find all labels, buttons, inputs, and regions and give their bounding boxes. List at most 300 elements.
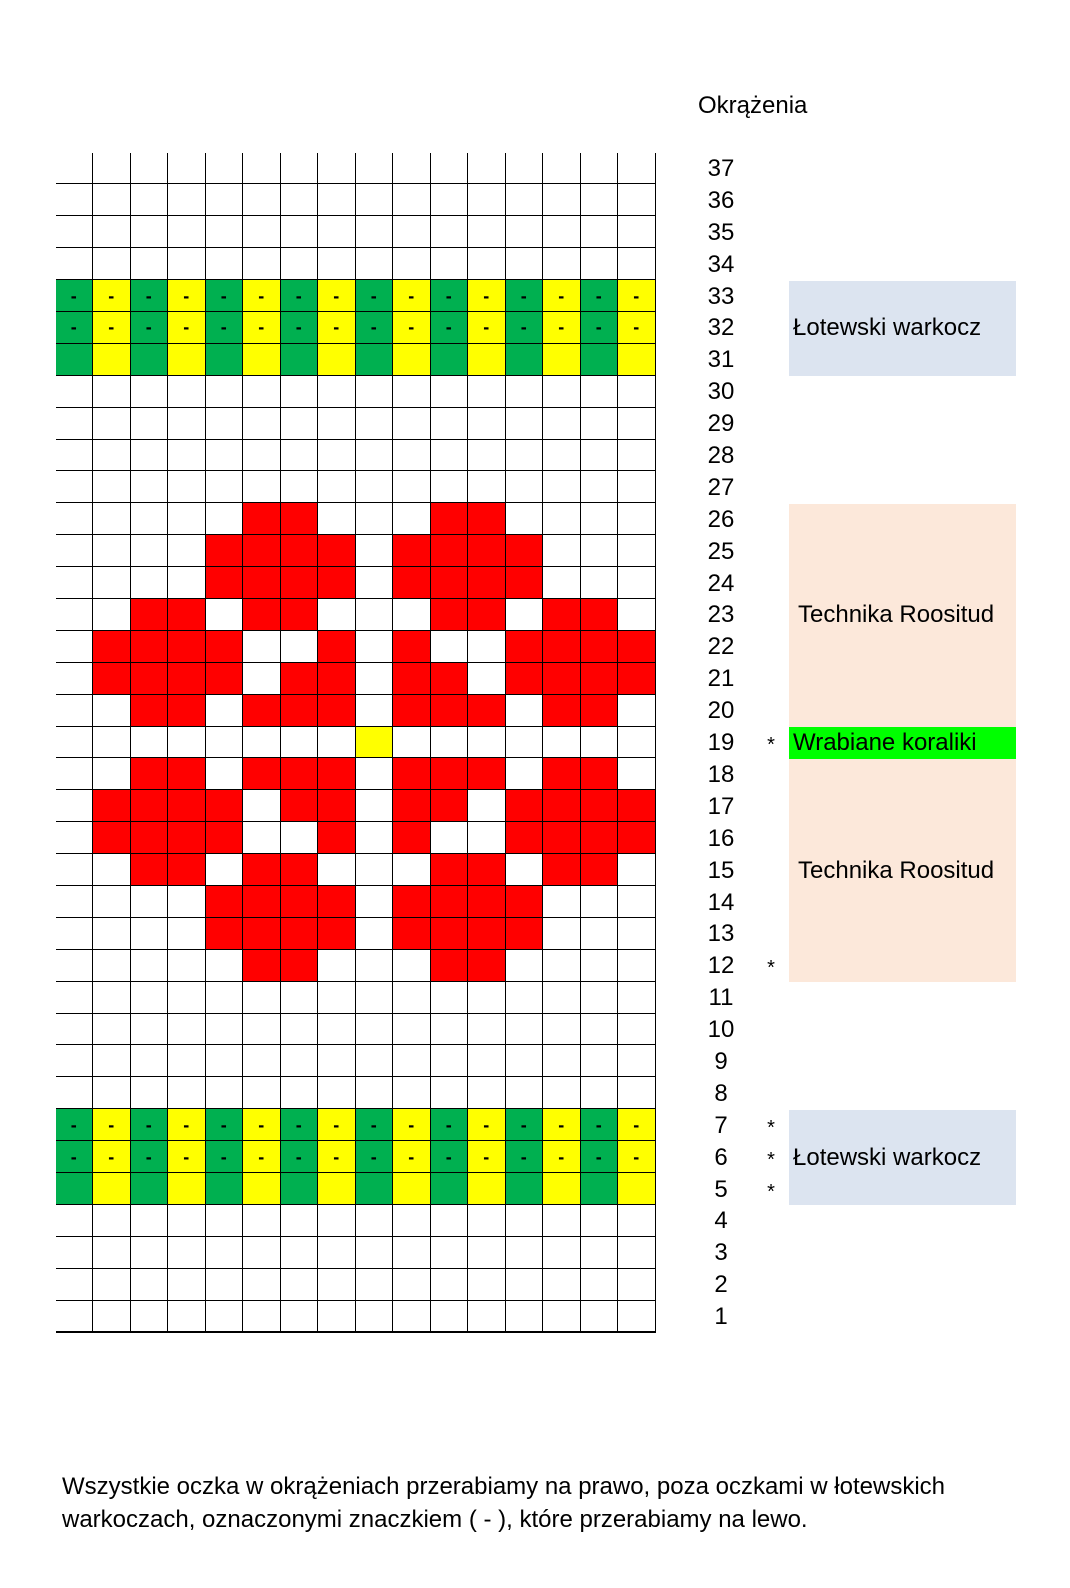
chart-cell	[543, 599, 581, 631]
chart-cell	[356, 1269, 394, 1301]
chart-cell	[393, 567, 431, 599]
chart-cell	[618, 376, 656, 408]
chart-cell	[93, 344, 131, 376]
rounds-header: Okrążenia	[698, 92, 808, 119]
chart-cell	[56, 1109, 94, 1141]
chart-cell	[243, 790, 281, 822]
purl-symbol: -	[183, 285, 190, 306]
chart-cell	[168, 408, 206, 440]
chart-cell	[131, 950, 169, 982]
purl-symbol: -	[258, 317, 265, 338]
chart-cell	[56, 1269, 94, 1301]
chart-cell	[318, 248, 356, 280]
round-number: 24	[707, 569, 735, 597]
purl-symbol: -	[633, 317, 640, 338]
chart-cell	[131, 471, 169, 503]
chart-cell	[243, 440, 281, 472]
chart-cell	[318, 344, 356, 376]
chart-cell	[56, 567, 94, 599]
chart-cell	[56, 1014, 94, 1046]
chart-cell	[543, 535, 581, 567]
purl-symbol: -	[558, 1146, 565, 1167]
purl-symbol: -	[70, 1146, 77, 1167]
chart-cell	[56, 758, 94, 790]
chart-cell	[581, 1173, 619, 1205]
chart-cell	[318, 408, 356, 440]
chart-cell	[168, 1269, 206, 1301]
chart-cell	[281, 758, 319, 790]
chart-cell	[506, 1269, 544, 1301]
chart-cell	[356, 727, 394, 759]
chart-cell	[93, 663, 131, 695]
chart-cell	[243, 1045, 281, 1077]
purl-symbol: -	[295, 317, 302, 338]
chart-cell	[356, 631, 394, 663]
chart-cell	[318, 982, 356, 1014]
chart-cell	[393, 1014, 431, 1046]
chart-cell	[543, 1205, 581, 1237]
chart-cell	[618, 727, 656, 759]
chart-cell	[318, 440, 356, 472]
chart-cell	[56, 1045, 94, 1077]
chart-cell	[93, 727, 131, 759]
chart-cell	[393, 1173, 431, 1205]
chart-cell	[56, 280, 94, 312]
chart-cell	[243, 312, 281, 344]
chart-cell	[618, 599, 656, 631]
chart-cell	[93, 695, 131, 727]
chart-cell	[393, 535, 431, 567]
chart-cell	[318, 822, 356, 854]
round-number: 28	[707, 442, 735, 470]
purl-symbol: -	[633, 1114, 640, 1135]
chart-cell	[56, 344, 94, 376]
chart-cell	[393, 216, 431, 248]
chart-cell	[243, 376, 281, 408]
chart-cell	[393, 727, 431, 759]
purl-symbol: -	[595, 1114, 602, 1135]
chart-cell	[618, 663, 656, 695]
chart-cell	[131, 1173, 169, 1205]
purl-symbol: -	[633, 1146, 640, 1167]
chart-cell	[393, 599, 431, 631]
chart-cell	[506, 567, 544, 599]
round-marker: *	[767, 1148, 775, 1171]
chart-cell	[506, 886, 544, 918]
chart-cell	[56, 471, 94, 503]
chart-cell	[206, 1109, 244, 1141]
chart-cell	[431, 471, 469, 503]
chart-cell	[356, 822, 394, 854]
chart-cell	[206, 1077, 244, 1109]
chart-cell	[243, 727, 281, 759]
chart-cell	[243, 153, 281, 185]
chart-cell	[618, 280, 656, 312]
chart-cell	[543, 503, 581, 535]
chart-cell	[206, 1014, 244, 1046]
purl-symbol: -	[145, 317, 152, 338]
chart-cell	[618, 1173, 656, 1205]
chart-cell	[56, 440, 94, 472]
chart-cell	[506, 1173, 544, 1205]
purl-symbol: -	[483, 317, 490, 338]
chart-cell	[56, 216, 94, 248]
chart-cell	[318, 567, 356, 599]
chart-cell	[243, 248, 281, 280]
chart-cell	[281, 503, 319, 535]
round-number: 6	[714, 1143, 728, 1171]
chart-cell	[356, 408, 394, 440]
chart-cell	[431, 790, 469, 822]
chart-cell	[93, 216, 131, 248]
chart-cell	[168, 376, 206, 408]
chart-cell	[56, 1301, 94, 1333]
round-number: 37	[707, 155, 735, 182]
purl-symbol: -	[295, 285, 302, 306]
chart-cell	[431, 854, 469, 886]
chart-cell	[393, 248, 431, 280]
chart-cell	[581, 1237, 619, 1269]
purl-symbol: -	[520, 1114, 527, 1135]
chart-cell	[543, 1014, 581, 1046]
round-number: 8	[714, 1079, 728, 1107]
chart-cell	[618, 153, 656, 185]
chart-cell	[93, 886, 131, 918]
chart-cell	[56, 1077, 94, 1109]
chart-cell	[168, 663, 206, 695]
chart-cell	[93, 1109, 131, 1141]
chart-cell	[281, 216, 319, 248]
chart-cell	[131, 854, 169, 886]
chart-cell	[168, 344, 206, 376]
chart-cell	[131, 1014, 169, 1046]
purl-symbol: -	[520, 1146, 527, 1167]
chart-cell	[431, 1269, 469, 1301]
chart-cell	[393, 1141, 431, 1173]
chart-cell	[168, 950, 206, 982]
chart-cell	[468, 503, 506, 535]
chart-cell	[431, 918, 469, 950]
purl-symbol: -	[595, 317, 602, 338]
chart-cell	[618, 790, 656, 822]
chart-cell	[543, 1237, 581, 1269]
chart-cell	[543, 216, 581, 248]
chart-cell	[131, 503, 169, 535]
chart-cell	[581, 344, 619, 376]
chart-cell	[318, 1269, 356, 1301]
chart-cell	[243, 1141, 281, 1173]
chart-cell	[168, 1237, 206, 1269]
chart-cell	[168, 1045, 206, 1077]
chart-cell	[56, 599, 94, 631]
chart-cell	[56, 376, 94, 408]
chart-cell	[506, 1077, 544, 1109]
chart-cell	[281, 184, 319, 216]
chart-cell	[581, 1269, 619, 1301]
chart-cell	[618, 1269, 656, 1301]
chart-cell	[206, 344, 244, 376]
chart-cell	[168, 599, 206, 631]
chart-cell	[281, 1045, 319, 1077]
chart-cell	[468, 727, 506, 759]
chart-cell	[131, 440, 169, 472]
chart-cell	[243, 503, 281, 535]
chart-cell	[56, 631, 94, 663]
round-number: 20	[707, 697, 735, 725]
section-label: Technika Roositud	[798, 601, 995, 629]
chart-cell	[56, 535, 94, 567]
chart-cell	[93, 535, 131, 567]
round-number: 2	[714, 1271, 728, 1299]
chart-cell	[168, 503, 206, 535]
chart-cell	[431, 822, 469, 854]
chart-cell	[506, 918, 544, 950]
chart-cell	[131, 153, 169, 185]
chart-cell	[393, 312, 431, 344]
chart-cell	[581, 1077, 619, 1109]
round-number: 19	[707, 729, 735, 757]
chart-cell	[431, 1077, 469, 1109]
chart-cell	[431, 727, 469, 759]
chart-cell	[468, 408, 506, 440]
chart-cell	[618, 1237, 656, 1269]
chart-cell	[281, 440, 319, 472]
chart-cell	[393, 1109, 431, 1141]
chart-cell	[543, 471, 581, 503]
chart-cell	[431, 503, 469, 535]
chart-cell	[243, 1269, 281, 1301]
chart-cell	[243, 1014, 281, 1046]
chart-cell	[93, 1173, 131, 1205]
chart-cell	[468, 1205, 506, 1237]
chart-cell	[131, 822, 169, 854]
chart-cell	[168, 918, 206, 950]
chart-cell	[581, 503, 619, 535]
section-label: Łotewski warkocz	[793, 1143, 982, 1171]
chart-cell	[93, 918, 131, 950]
chart-cell	[506, 503, 544, 535]
chart-cell	[506, 950, 544, 982]
chart-cell	[356, 312, 394, 344]
chart-cell	[281, 918, 319, 950]
chart-cell	[543, 982, 581, 1014]
chart-cell	[581, 663, 619, 695]
chart-cell	[93, 567, 131, 599]
chart-cell	[168, 822, 206, 854]
chart-cell	[206, 918, 244, 950]
chart-cell	[281, 312, 319, 344]
chart-cell	[281, 1173, 319, 1205]
chart-cell	[468, 886, 506, 918]
purl-symbol: -	[220, 1146, 227, 1167]
chart-cell	[168, 886, 206, 918]
chart-cell	[206, 1301, 244, 1333]
chart-cell	[93, 1141, 131, 1173]
purl-symbol: -	[483, 1114, 490, 1135]
purl-symbol: -	[558, 1114, 565, 1135]
chart-cell	[618, 1109, 656, 1141]
chart-cell	[356, 1109, 394, 1141]
chart-cell	[243, 184, 281, 216]
chart-cell	[468, 790, 506, 822]
round-number: 4	[714, 1207, 728, 1235]
round-number: 12	[707, 952, 735, 980]
chart-cell	[356, 790, 394, 822]
chart-cell	[281, 950, 319, 982]
chart-cell	[93, 1014, 131, 1046]
chart-cell	[618, 535, 656, 567]
chart-cell	[393, 950, 431, 982]
purl-symbol: -	[370, 317, 377, 338]
chart-cell	[93, 822, 131, 854]
chart-cell	[618, 440, 656, 472]
chart-cell	[431, 1173, 469, 1205]
chart-cell	[581, 1109, 619, 1141]
chart-cell	[206, 471, 244, 503]
chart-cell	[318, 727, 356, 759]
chart-cell	[393, 695, 431, 727]
chart-cell	[618, 1077, 656, 1109]
chart-cell	[468, 280, 506, 312]
chart-cell	[243, 567, 281, 599]
instruction-note: Wszystkie oczka w okrążeniach przerabiamy na prawo, poza oczkami w łotewskich warkoczach, oznaczonymi znaczkiem ( - ), które przerabiamy na lewo.	[62, 1473, 945, 1533]
chart-cell	[168, 695, 206, 727]
chart-cell	[93, 982, 131, 1014]
chart-cell	[131, 982, 169, 1014]
chart-cell	[93, 440, 131, 472]
chart-cell	[431, 631, 469, 663]
purl-symbol: -	[445, 317, 452, 338]
chart-cell	[393, 631, 431, 663]
chart-cell	[206, 599, 244, 631]
purl-symbol: -	[108, 285, 115, 306]
chart-cell	[431, 535, 469, 567]
chart-cell	[131, 344, 169, 376]
chart-cell	[206, 1173, 244, 1205]
chart-cell	[393, 982, 431, 1014]
chart-cell	[56, 312, 94, 344]
section-band	[789, 1110, 1016, 1206]
chart-cell	[618, 854, 656, 886]
chart-cell	[243, 982, 281, 1014]
chart-cell	[393, 184, 431, 216]
round-number: 31	[707, 346, 735, 374]
chart-cell	[93, 950, 131, 982]
chart-cell	[131, 1205, 169, 1237]
chart-cell	[393, 440, 431, 472]
round-number: 21	[707, 665, 735, 693]
chart-cell	[243, 1173, 281, 1205]
chart-cell	[168, 790, 206, 822]
chart-cell	[243, 695, 281, 727]
chart-cell	[356, 280, 394, 312]
chart-cell	[243, 535, 281, 567]
chart-cell	[356, 248, 394, 280]
chart-cell	[581, 1045, 619, 1077]
chart-cell	[468, 184, 506, 216]
chart-cell	[206, 376, 244, 408]
chart-cell	[318, 886, 356, 918]
chart-cell	[281, 822, 319, 854]
chart-cell	[431, 567, 469, 599]
round-number: 33	[707, 282, 735, 310]
chart-cell	[393, 758, 431, 790]
round-number: 36	[707, 186, 735, 214]
chart-cell	[393, 1205, 431, 1237]
purl-symbol: -	[558, 285, 565, 306]
chart-cell	[243, 918, 281, 950]
purl-symbol: -	[220, 285, 227, 306]
chart-cell	[506, 216, 544, 248]
chart-cell	[618, 1045, 656, 1077]
chart-cell	[56, 503, 94, 535]
round-number: 7	[714, 1111, 728, 1139]
chart-cell	[581, 184, 619, 216]
chart-cell	[131, 1077, 169, 1109]
round-number: 17	[707, 792, 735, 820]
chart-cell	[281, 1109, 319, 1141]
chart-cell	[468, 1045, 506, 1077]
chart-cell	[393, 1301, 431, 1333]
chart-cell	[206, 1045, 244, 1077]
round-number: 1	[714, 1303, 728, 1331]
chart-cell	[281, 790, 319, 822]
chart-cell	[131, 408, 169, 440]
chart-cell	[356, 854, 394, 886]
chart-cell	[431, 248, 469, 280]
chart-cell	[581, 758, 619, 790]
chart-cell	[93, 184, 131, 216]
chart-cell	[356, 663, 394, 695]
chart-cell	[131, 1269, 169, 1301]
chart-cell	[393, 886, 431, 918]
chart-cell	[506, 631, 544, 663]
chart-cell	[506, 1014, 544, 1046]
chart-cell	[431, 695, 469, 727]
purl-symbol: -	[520, 285, 527, 306]
chart-cell	[206, 822, 244, 854]
chart-cell	[56, 408, 94, 440]
chart-cell	[318, 503, 356, 535]
chart-cell	[431, 1045, 469, 1077]
chart-cell	[318, 1205, 356, 1237]
knitting-chart-grid	[56, 153, 656, 1333]
chart-cell	[56, 950, 94, 982]
chart-cell	[468, 982, 506, 1014]
purl-symbol: -	[558, 317, 565, 338]
chart-cell	[431, 153, 469, 185]
chart-cell	[356, 567, 394, 599]
chart-cell	[356, 599, 394, 631]
chart-cell	[506, 535, 544, 567]
chart-cell	[618, 758, 656, 790]
chart-cell	[318, 312, 356, 344]
purl-symbol: -	[408, 1146, 415, 1167]
chart-cell	[281, 535, 319, 567]
purl-symbol: -	[520, 317, 527, 338]
chart-cell	[56, 854, 94, 886]
chart-cell	[506, 758, 544, 790]
chart-cell	[318, 184, 356, 216]
purl-symbol: -	[483, 285, 490, 306]
chart-cell	[506, 1141, 544, 1173]
chart-cell	[431, 1205, 469, 1237]
chart-cell	[131, 663, 169, 695]
chart-cell	[356, 471, 394, 503]
chart-cell	[581, 854, 619, 886]
chart-cell	[318, 695, 356, 727]
chart-cell	[131, 535, 169, 567]
